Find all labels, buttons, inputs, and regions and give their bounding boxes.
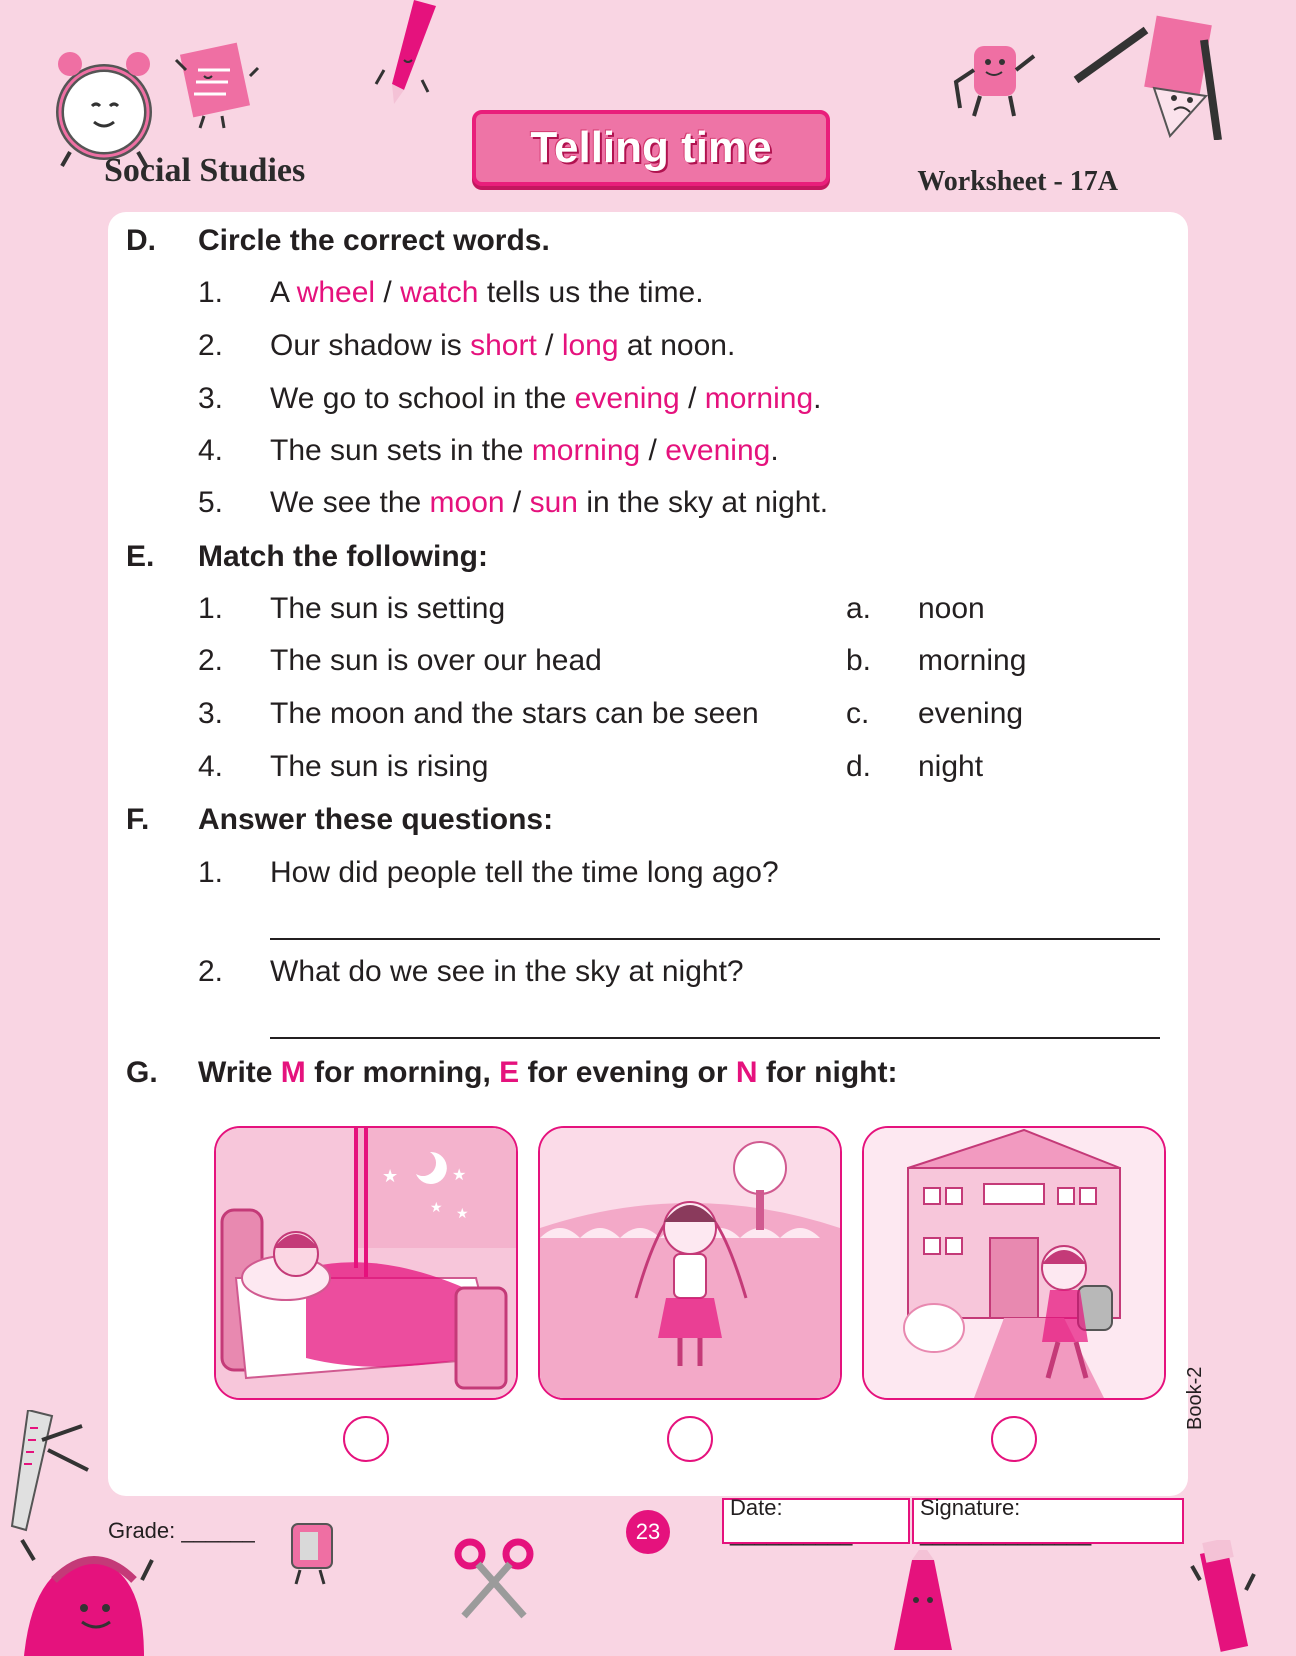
- evening-letter: E: [499, 1056, 520, 1089]
- section-d-letter: D.: [126, 224, 156, 257]
- worksheet-title: Telling time: [530, 123, 772, 172]
- night-letter: N: [735, 1056, 758, 1089]
- word-option[interactable]: short: [470, 329, 537, 362]
- page-number: 23: [626, 1510, 670, 1554]
- signature-label: Signature: ______________: [920, 1495, 1092, 1546]
- scissors-icon: [452, 1536, 536, 1620]
- question-number: 3.: [198, 382, 224, 415]
- word-option[interactable]: evening: [574, 382, 680, 415]
- match-number: 2.: [198, 644, 224, 677]
- eraser-icon: [940, 40, 1040, 120]
- match-letter: c.: [846, 697, 870, 730]
- match-letter: d.: [846, 750, 872, 783]
- match-letter: a.: [846, 592, 872, 625]
- grade-label[interactable]: Grade: ______: [108, 1518, 255, 1543]
- section-e-title: Match the following:: [198, 540, 488, 573]
- answer-circle[interactable]: [667, 1416, 713, 1462]
- match-right-item[interactable]: evening: [918, 697, 1024, 730]
- svg-text:★: ★: [430, 1200, 443, 1216]
- morning-letter: M: [280, 1056, 306, 1089]
- section-g-title: Write M for morning, E for evening or N for night:: [198, 1056, 898, 1089]
- match-right-item[interactable]: morning: [918, 644, 1027, 677]
- svg-text:★: ★: [452, 1165, 467, 1184]
- word-option[interactable]: morning: [704, 382, 814, 415]
- svg-text:★: ★: [456, 1206, 469, 1222]
- picture-sleeping-girl: [214, 1126, 518, 1400]
- date-label: Date: __________: [730, 1495, 853, 1546]
- svg-text:★: ★: [382, 1166, 399, 1187]
- circle-words-item: A wheel / watch tells us the time.: [270, 276, 704, 309]
- circle-words-item: The sun sets in the morning / evening.: [270, 434, 779, 467]
- section-e-letter: E.: [126, 540, 155, 573]
- answer-circle[interactable]: [991, 1416, 1037, 1462]
- question-number: 2.: [198, 329, 224, 362]
- answer-circle[interactable]: [343, 1416, 389, 1462]
- circle-words-item: Our shadow is short / long at noon.: [270, 329, 736, 362]
- match-right-item[interactable]: noon: [918, 592, 985, 625]
- match-letter: b.: [846, 644, 872, 677]
- question-number: 1.: [198, 856, 224, 889]
- match-left-item[interactable]: The moon and the stars can be seen: [270, 697, 759, 730]
- circle-words-item: We go to school in the evening / morning.: [270, 382, 822, 415]
- worksheet-number: Worksheet - 17A: [917, 166, 1118, 197]
- answer-line[interactable]: [270, 938, 1160, 940]
- match-left-item[interactable]: The sun is over our head: [270, 644, 602, 677]
- section-g-letter: G.: [126, 1056, 158, 1089]
- subject-label: Social Studies: [104, 152, 306, 189]
- word-option[interactable]: long: [561, 329, 619, 362]
- word-option[interactable]: moon: [429, 486, 505, 519]
- question-number: 4.: [198, 434, 224, 467]
- match-right-item[interactable]: night: [918, 750, 984, 783]
- word-option[interactable]: evening: [665, 434, 771, 467]
- match-left-item[interactable]: The sun is rising: [270, 750, 489, 783]
- worksheet-title-banner: [472, 110, 830, 186]
- answer-line[interactable]: [270, 1037, 1160, 1039]
- match-number: 4.: [198, 750, 224, 783]
- word-option[interactable]: wheel: [296, 276, 376, 309]
- question-number: 2.: [198, 955, 224, 988]
- signature-field[interactable]: [912, 1495, 1184, 1546]
- question-text: What do we see in the sky at night?: [270, 955, 744, 988]
- date-field[interactable]: [722, 1495, 910, 1546]
- notepad-icon: [170, 40, 260, 130]
- match-number: 1.: [198, 592, 224, 625]
- word-option[interactable]: watch: [400, 276, 479, 309]
- sharpener-icon: [284, 1518, 344, 1588]
- section-f-letter: F.: [126, 803, 150, 836]
- pencil-icon: [374, 0, 444, 110]
- pencil-eraser-icon: [1190, 1540, 1260, 1656]
- match-number: 3.: [198, 697, 224, 730]
- question-number: 1.: [198, 276, 224, 309]
- match-left-item[interactable]: The sun is setting: [270, 592, 506, 625]
- section-d-title: Circle the correct words.: [198, 224, 550, 257]
- word-option[interactable]: sun: [529, 486, 578, 519]
- question-text: How did people tell the time long ago?: [270, 856, 779, 889]
- pencil-character-icon: [1066, 10, 1236, 140]
- book-label: Book-2: [1184, 1366, 1206, 1430]
- alarm-clock-icon: [50, 40, 160, 170]
- picture-school-girl: [862, 1126, 1166, 1400]
- word-option[interactable]: morning: [531, 434, 641, 467]
- circle-words-item: We see the moon / sun in the sky at night.: [270, 486, 829, 519]
- question-number: 5.: [198, 486, 224, 519]
- crayon-icon: [882, 1550, 962, 1656]
- section-f-title: Answer these questions:: [198, 803, 554, 836]
- picture-skipping-girl: [538, 1126, 842, 1400]
